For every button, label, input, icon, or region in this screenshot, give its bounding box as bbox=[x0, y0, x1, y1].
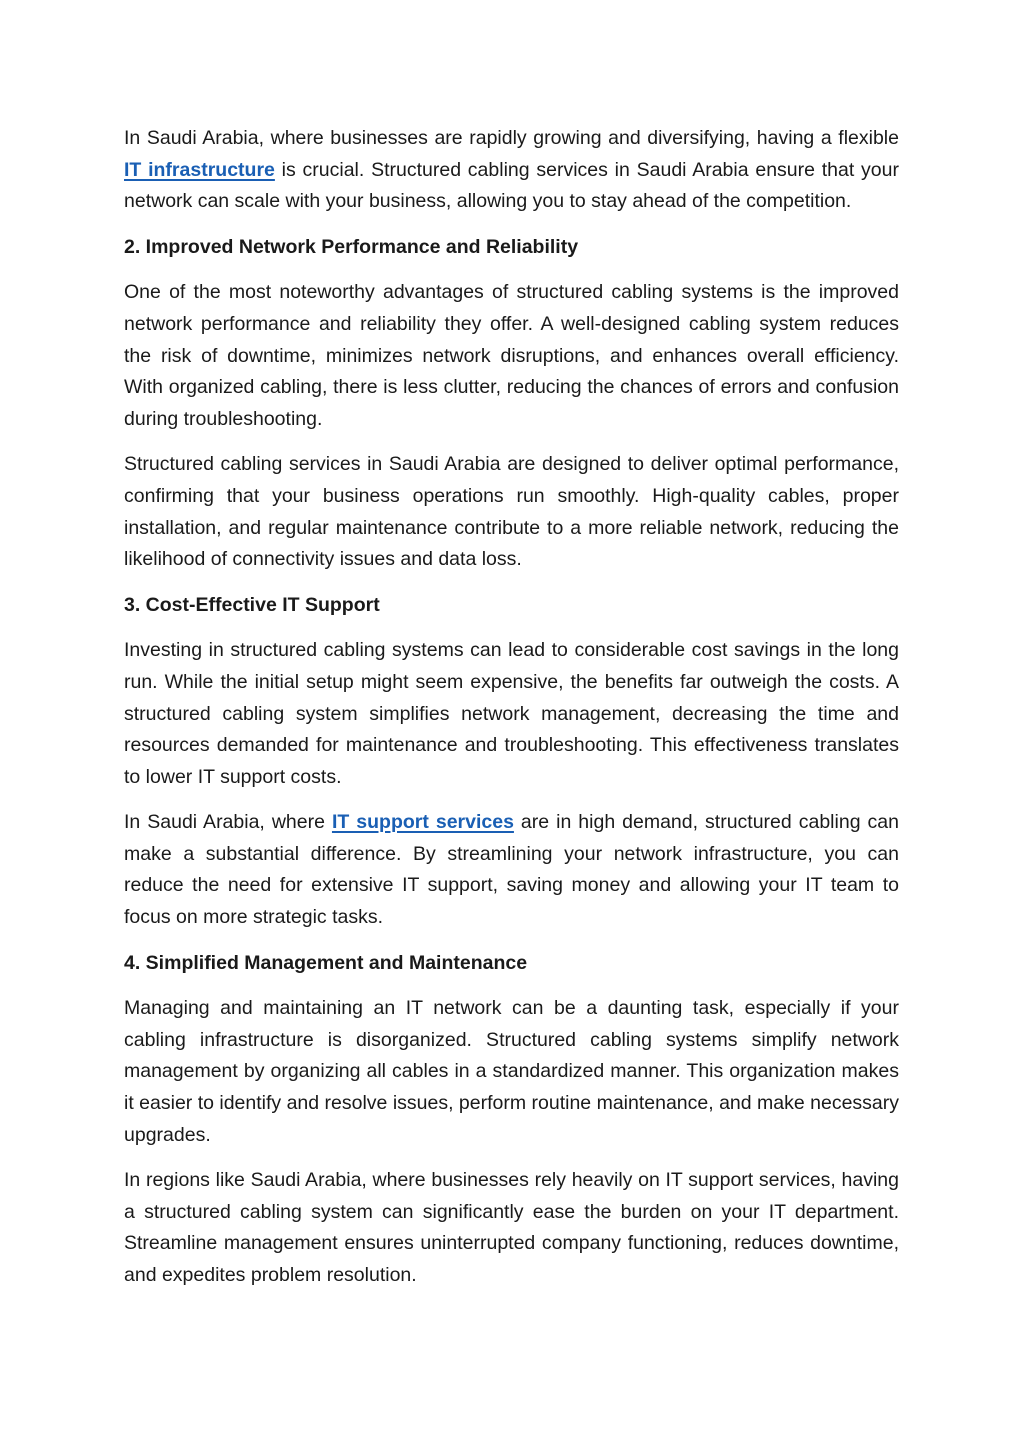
intro-text-after-link: is crucial. Structured cabling services in Saudi Arabia ensure that your network can scale with your business, allowing you to stay ahead of the competition. bbox=[124, 158, 899, 213]
section-2-paragraph-1: One of the most noteworthy advantages of structured cabling systems is the improved network performance and reliability they offer. A well-designed cabling system reduces the risk of downtime, minimizes network disruptions, and enhances overall efficiency. With organized cabling, there is less clutter, reducing the chances of errors and confusion during troubleshooting. bbox=[124, 281, 899, 430]
section-4-heading: 4. Simplified Management and Maintenance bbox=[124, 951, 528, 974]
intro-paragraph bbox=[124, 123, 899, 218]
document-page bbox=[124, 123, 899, 1306]
it-infrastructure-link[interactable]: IT infrastructure bbox=[124, 158, 275, 181]
section-3-heading: 3. Cost-Effective IT Support bbox=[124, 593, 380, 616]
section-2-paragraph-2: Structured cabling services in Saudi Arabia are designed to deliver optimal performance, confirming that your business operations run smoothly. High-quality cables, proper installation, and regular maintenance contribute to a more reliable network, reducing the likelihood of connectivity issues and data loss. bbox=[124, 453, 899, 571]
section-3-text-before-link: In Saudi Arabia, where bbox=[124, 811, 332, 834]
section-3-paragraph-2 bbox=[124, 807, 899, 933]
section-4-paragraph-2: In regions like Saudi Arabia, where businesses rely heavily on IT support services, having a structured cabling system can significantly ease the burden on your IT department. Streamline management ensures uninterrupted company functioning, reduces downtime, and expedites problem resolution. bbox=[124, 1169, 899, 1286]
it-support-services-link[interactable]: IT support services bbox=[331, 811, 514, 834]
section-2-heading: 2. Improved Network Performance and Reliability bbox=[124, 235, 579, 258]
intro-text-before-link: In Saudi Arabia, where businesses are rapidly growing and diversifying, having a flexible bbox=[124, 127, 899, 149]
section-3-text-after-link: are in high demand, structured cabling can make a substantial difference. By streamlining your network infrastructure, you can reduce the need for extensive IT support, saving money and allowing your IT team to focus on more strategic tasks. bbox=[124, 811, 899, 929]
section-4-paragraph-1: Managing and maintaining an IT network can be a daunting task, especially if your cabling infrastructure is disorganized. Structured cabling systems simplify network management by organizing all cables in a standardized manner. This organization makes it easier to identify and resolve issues, perform routine maintenance, and make necessary upgrades. bbox=[124, 997, 899, 1146]
section-3-paragraph-1: Investing in structured cabling systems can lead to considerable cost savings in the long run. While the initial setup might seem expensive, the benefits far outweigh the costs. A structured cabling system simplifies network management, decreasing the time and resources demanded for maintenance and troubleshooting. This effectiveness translates to lower IT support costs. bbox=[124, 639, 899, 788]
